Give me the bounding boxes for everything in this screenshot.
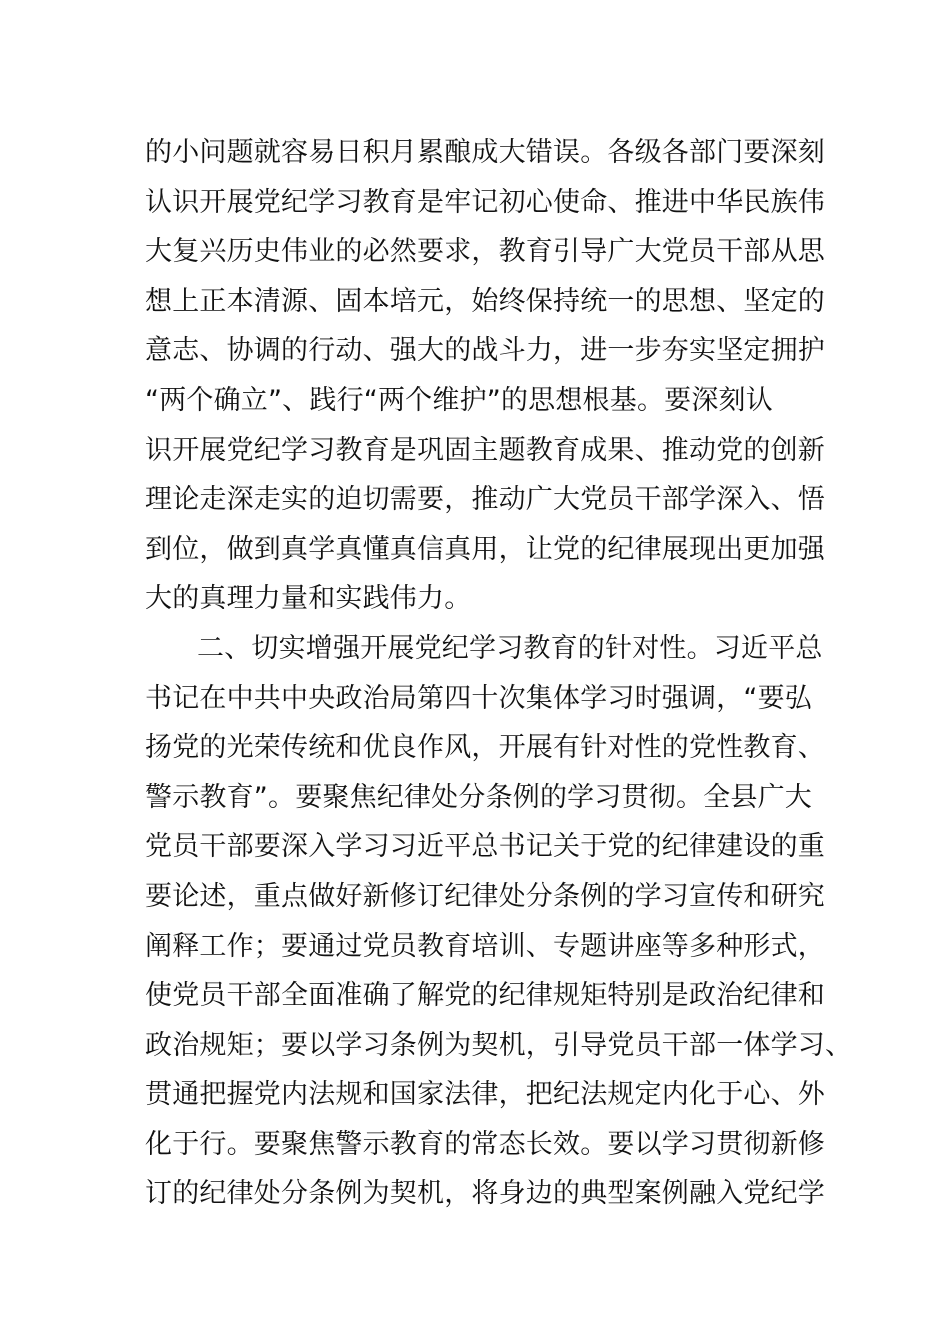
- text-line: 要论述，重点做好新修订纪律处分条例的学习宣传和研究: [145, 880, 825, 912]
- text-line: 订的纪律处分条例为契机，将身边的典型案例融入党纪学: [145, 1178, 825, 1210]
- text-line: 的小问题就容易日积月累酿成大错误。各级各部门要深刻: [145, 137, 825, 168]
- text-line: 贯通把握党内法规和国家法律，把纪法规定内化于心、外: [145, 1079, 825, 1111]
- text-line: 大复兴历史伟业的必然要求，教育引导广大党员干部从思: [145, 236, 825, 268]
- text-line: 警示教育”。要聚焦纪律处分条例的学习贯彻。全县广大: [145, 781, 812, 813]
- text-line: 认识开展党纪学习教育是牢记初心使命、推进中华民族伟: [145, 186, 825, 218]
- text-line: 书记在中共中央政治局第四十次集体学习时强调，“要弘: [145, 682, 812, 714]
- text-line: 使党员干部全面准确了解党的纪律规矩特别是政治纪律和: [145, 980, 825, 1012]
- text-line: 识开展党纪学习教育是巩固主题教育成果、推动党的创新: [145, 434, 825, 466]
- text-line: 想上正本清源、固本培元，始终保持统一的思想、坚定的: [145, 285, 825, 317]
- text-line: 政治规矩；要以学习条例为契机，引导党员干部一体学习、: [145, 1029, 853, 1061]
- paragraph-start-line: 二、切实增强开展党纪学习教育的针对性。习近平总: [197, 632, 823, 664]
- text-line: 扬党的光荣传统和优良作风，开展有针对性的党性教育、: [145, 732, 825, 764]
- text-line: 党员干部要深入学习习近平总书记关于党的纪律建设的重: [145, 831, 825, 863]
- text-line: 意志、协调的行动、强大的战斗力，进一步夯实坚定拥护: [145, 335, 825, 367]
- text-line: 理论走深走实的迫切需要，推动广大党员干部学深入、悟: [145, 484, 825, 516]
- text-line: 到位，做到真学真懂真信真用，让党的纪律展现出更加强: [145, 533, 825, 565]
- text-line: 大的真理力量和实践伟力。: [145, 583, 472, 615]
- body-text: [145, 128, 853, 1219]
- text-line: 阐释工作；要通过党员教育培训、专题讲座等多种形式，: [145, 930, 825, 962]
- text-line: “两个确立”、践行“两个维护”的思想根基。要深刻认: [145, 384, 773, 416]
- text-line: 化于行。要聚焦警示教育的常态长效。要以学习贯彻新修: [145, 1128, 825, 1160]
